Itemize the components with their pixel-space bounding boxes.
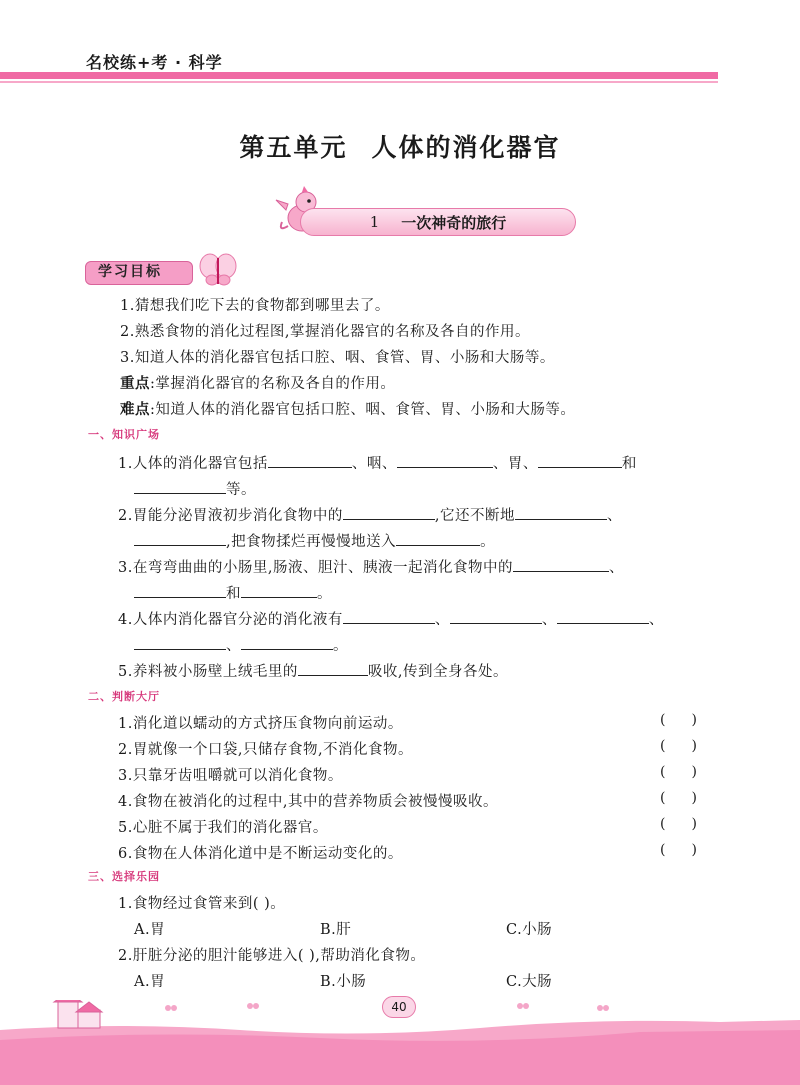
s1-q4-blank-2[interactable]	[450, 610, 542, 624]
page-number: 40	[382, 996, 416, 1018]
s1-q4-blank-5[interactable]	[241, 636, 333, 650]
goal-item-3: 3.知道人体的消化器官包括口腔、咽、食管、胃、小肠和大肠等。	[120, 350, 555, 366]
difficult-label: 难点	[120, 402, 150, 418]
s2-answer-6[interactable]: ()	[660, 842, 723, 858]
s3-q1-option-c[interactable]: C.小肠	[506, 922, 553, 938]
unit-name: 人体的消化器官	[371, 133, 561, 162]
s2-item-6: 6.食物在人体消化道中是不断运动变化的。	[118, 846, 403, 862]
s1-q2-blank-1[interactable]	[343, 506, 435, 520]
s1-q5-blank-1[interactable]	[298, 662, 368, 676]
s3-question-2: 2.肝脏分泌的胆汁能够进入( ),帮助消化食物。	[118, 948, 426, 964]
header-divider-thin	[0, 81, 718, 83]
s1-q4-text-e: 、	[226, 638, 241, 654]
s1-q2-blank-2[interactable]	[515, 506, 607, 520]
s1-q2-blank-4[interactable]	[396, 532, 480, 546]
s3-question-1: 1.食物经过食管来到( )。	[118, 896, 286, 912]
s1-q5-text-b: 吸收,传到全身各处。	[367, 664, 508, 680]
s1-q3-text-a: 3.在弯弯曲曲的小肠里,肠液、胆汁、胰液一起消化食物中的	[118, 560, 513, 576]
s1-q1-text-d: 和	[621, 456, 637, 472]
s1-question-4	[118, 608, 664, 629]
lesson-title: 一次神奇的旅行	[401, 213, 507, 232]
s1-q1-text-a: 1.人体的消化器官包括	[118, 456, 268, 472]
difficult-point	[120, 398, 575, 419]
s2-answer-4[interactable]: ()	[660, 790, 723, 806]
s1-q4-text-c: 、	[541, 612, 557, 628]
s1-question-2-cont	[134, 530, 495, 551]
s1-q4-blank-1[interactable]	[343, 610, 435, 624]
s2-answer-3[interactable]: ()	[660, 764, 723, 780]
s1-q4-blank-3[interactable]	[557, 610, 649, 624]
s2-answer-1[interactable]: ()	[660, 712, 723, 728]
s1-q4-blank-4[interactable]	[134, 636, 226, 650]
s1-q1-text-b: 、咽、	[351, 456, 397, 472]
s2-answer-5[interactable]: ()	[660, 816, 723, 832]
section-1-head: 一、知识广场	[88, 428, 160, 441]
key-label: 重点	[120, 376, 150, 392]
s1-q3-blank-1[interactable]	[513, 558, 609, 572]
s3-q2-option-a[interactable]: A.胃	[134, 974, 166, 990]
lesson-banner	[300, 208, 576, 236]
s2-item-3: 3.只靠牙齿咀嚼就可以消化食物。	[118, 768, 343, 784]
s1-q1-blank-3[interactable]	[538, 454, 622, 468]
s1-q3-text-d: 。	[317, 586, 332, 602]
s1-q3-text-c: 和	[226, 586, 241, 602]
s2-answer-2[interactable]: ()	[660, 738, 723, 754]
s1-q5-text-a: 5.养料被小肠壁上绒毛里的	[118, 664, 298, 680]
s1-question-3-cont	[134, 582, 332, 603]
s3-q2-option-c[interactable]: C.大肠	[506, 974, 553, 990]
s3-q2-option-b[interactable]: B.小肠	[320, 974, 367, 990]
s1-q1-blank-1[interactable]	[268, 454, 352, 468]
s1-q4-text-d: 、	[648, 612, 664, 628]
s1-q1-text-e: 等。	[226, 482, 256, 498]
s1-question-1-cont	[134, 478, 256, 499]
house-icon	[54, 1000, 102, 1028]
s1-q2-text-c: 、	[606, 508, 622, 524]
s1-question-5	[118, 660, 508, 681]
unit-label: 第五单元	[239, 133, 348, 162]
s1-question-2	[118, 504, 622, 525]
s1-q4-text-b: 、	[434, 612, 450, 628]
s1-q2-text-e: 。	[480, 534, 496, 550]
s2-item-5: 5.心脏不属于我们的消化器官。	[118, 820, 328, 836]
s1-q1-text-c: 、胃、	[492, 456, 538, 472]
s1-q1-blank-2[interactable]	[397, 454, 493, 468]
s1-q4-text-a: 4.人体内消化器官分泌的消化液有	[118, 612, 343, 628]
header-title: 名校练+考 · 科学	[86, 53, 223, 72]
goal-item-2: 2.熟悉食物的消化过程图,掌握消化器官的名称及各自的作用。	[120, 324, 530, 340]
s2-item-2: 2.胃就像一个口袋,只储存食物,不消化食物。	[118, 742, 414, 758]
s2-item-4: 4.食物在被消化的过程中,其中的营养物质会被慢慢吸收。	[118, 794, 498, 810]
lesson-number: 1	[369, 213, 380, 231]
s1-q2-blank-3[interactable]	[134, 532, 226, 546]
s1-question-1	[118, 452, 637, 473]
s2-item-1: 1.消化道以蠕动的方式挤压食物向前运动。	[118, 716, 403, 732]
butterfly-icon	[198, 252, 238, 286]
key-point	[120, 372, 395, 393]
s1-q3-text-b: 、	[608, 560, 624, 576]
section-2-head: 二、判断大厅	[88, 690, 160, 703]
goals-tag: 学习目标	[85, 261, 193, 285]
key-text: :掌握消化器官的名称及各自的作用。	[150, 376, 396, 392]
difficult-text: :知道人体的消化器官包括口腔、咽、食管、胃、小肠和大肠等。	[150, 402, 576, 418]
s1-q1-blank-4[interactable]	[134, 480, 226, 494]
header-divider	[0, 72, 718, 79]
s1-q4-text-f: 。	[333, 638, 348, 654]
s3-q1-option-a[interactable]: A.胃	[134, 922, 166, 938]
goal-item-1: 1.猜想我们吃下去的食物都到哪里去了。	[120, 298, 390, 314]
s1-q2-text-d: ,把食物揉烂再慢慢地送入	[226, 534, 397, 550]
s1-q3-blank-3[interactable]	[241, 584, 317, 598]
s1-q3-blank-2[interactable]	[134, 584, 226, 598]
section-3-head: 三、选择乐园	[88, 870, 160, 883]
s3-q1-option-b[interactable]: B.肝	[320, 922, 352, 938]
s1-q2-text-b: ,它还不断地	[434, 508, 515, 524]
s1-question-3	[118, 556, 624, 577]
s1-question-4-cont	[134, 634, 348, 655]
s1-q2-text-a: 2.胃能分泌胃液初步消化食物中的	[118, 508, 343, 524]
unit-title	[0, 128, 800, 164]
